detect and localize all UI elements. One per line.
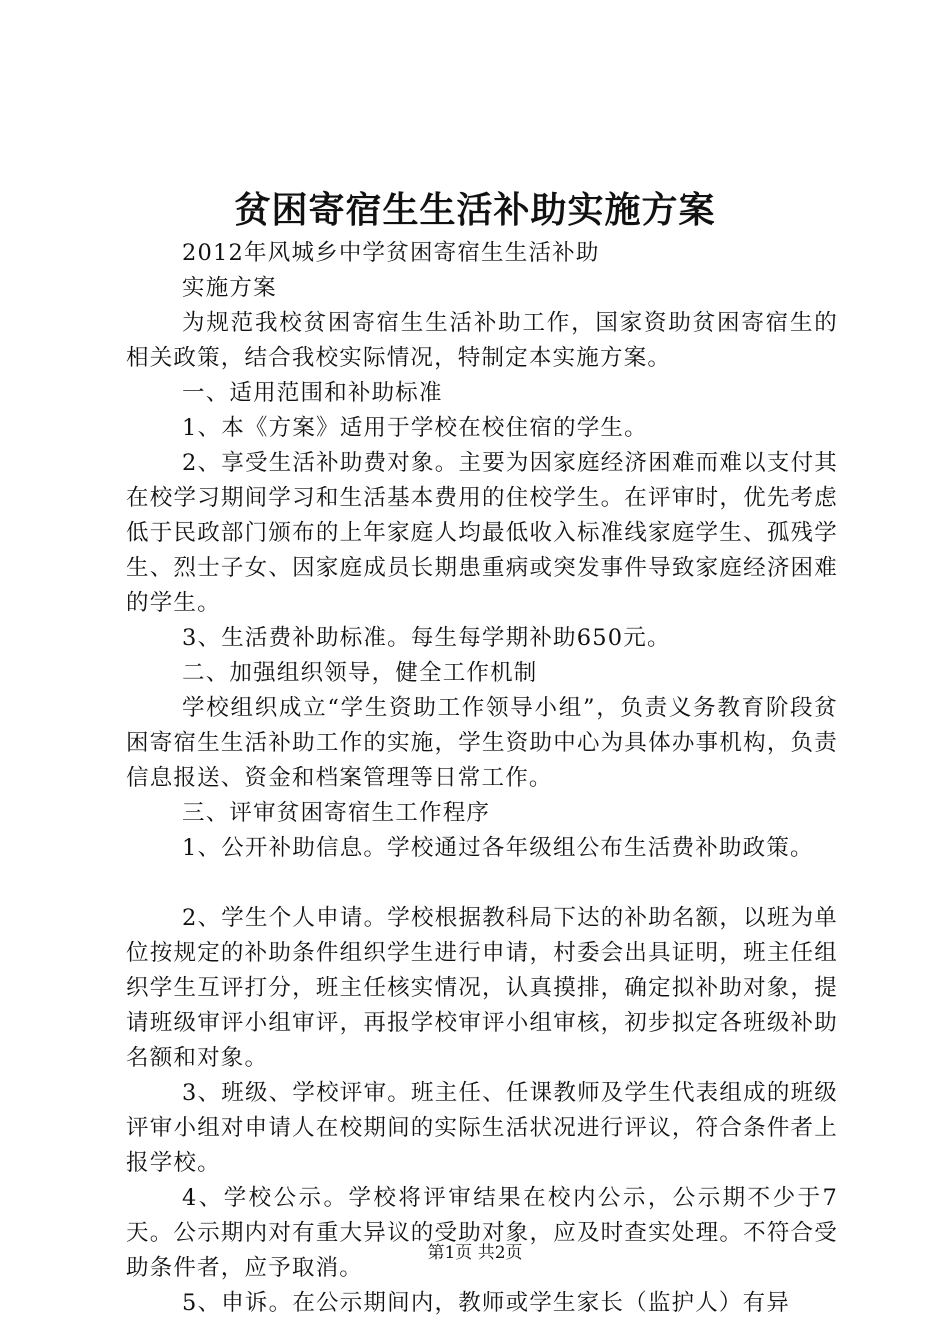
paragraph-1-1: 1、本《方案》适用于学校在校住宿的学生。 (182, 415, 648, 441)
paragraph-heading-line-2: 实施方案 (182, 275, 277, 301)
paragraph-intro: 为规范我校贫困寄宿生生活补助工作，国家资助贫困寄宿生的相关政策，结合我校实际情况，特制定本实施方案。 (126, 310, 838, 371)
paragraph-3-2: 2、学生个人申请。学校根据教科局下达的补助名额，以班为单位按规定的补助条件组织学生进行申请，村委会出具证明，班主任组织学生互评打分，班主任核实情况，认真摸排，确定拟补助对象，提请班级审评小组审评，再报学校审评小组审核，初步拟定各班级补助名额和对象。 (126, 905, 838, 1071)
paragraph-3-1: 1、公开补助信息。学校通过各年级组公布生活费补助政策。 (182, 835, 814, 861)
page-number-footer: 第1页 共2页 (427, 1243, 523, 1263)
document-body (126, 236, 838, 1321)
section-heading-2: 二、加强组织领导，健全工作机制 (182, 660, 538, 686)
document-title: 贫困寄宿生生活补助实施方案 (234, 189, 716, 231)
section-heading-3: 三、评审贫困寄宿生工作程序 (182, 800, 491, 826)
paragraph-2-1: 学校组织成立“学生资助工作领导小组”，负责义务教育阶段贫困寄宿生生活补助工作的实施，学生资助中心为具体办事机构，负责信息报送、资金和档案管理等日常工作。 (126, 695, 838, 791)
paragraph-3-5: 5、申诉。在公示期间内，教师或学生家长（监护人）有异 (182, 1290, 791, 1316)
paragraph-heading-line-1: 2012年风城乡中学贫困寄宿生生活补助 (182, 240, 600, 266)
section-heading-1: 一、适用范围和补助标准 (182, 380, 443, 406)
paragraph-3-4: 4、学校公示。学校将评审结果在校内公示，公示期不少于7天。公示期内对有重大异议的受助对象，应及时查实处理。不符合受助条件者，应予取消。 (126, 1185, 838, 1281)
paragraph-1-3: 3、生活费补助标准。每生每学期补助650元。 (182, 625, 671, 651)
paragraph-3-3: 3、班级、学校评审。班主任、任课教师及学生代表组成的班级评审小组对申请人在校期间的实际生活状况进行评议，符合条件者上报学校。 (126, 1080, 838, 1176)
paragraph-1-2: 2、享受生活补助费对象。主要为因家庭经济困难而难以支付其在校学习期间学习和生活基本费用的住校学生。在评审时，优先考虑低于民政部门颁布的上年家庭人均最低收入标准线家庭学生、孤残学生、烈士子女、因家庭成员长期患重病或突发事件导致家庭经济困难的学生。 (126, 450, 838, 616)
